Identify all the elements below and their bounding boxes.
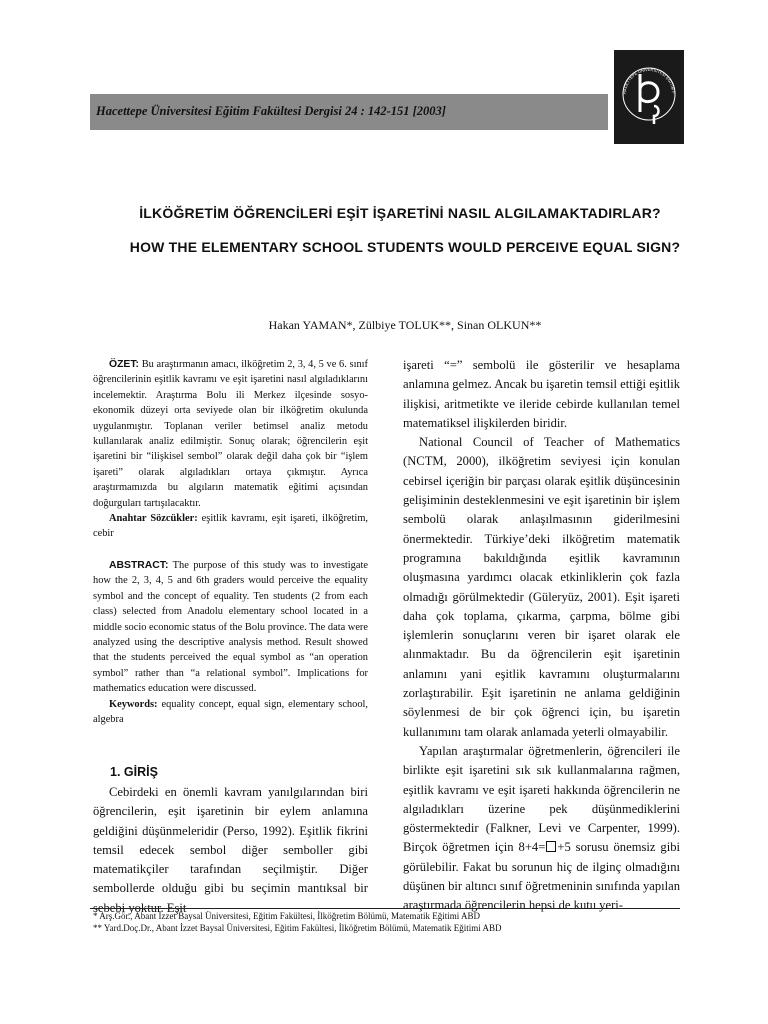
abstract-keywords-label: Keywords: [109,698,158,710]
footnotes [93,910,713,934]
right-paragraph-2: National Council of Teacher of Mathematics (NCTM, 2000), ilköğretim seviyesi için konulan cebirsel içeriğin bir parçası olarak eşitlik düşüncesinin gelişiminin desteklenmesini ve eşit işaretinin bir işlem sembolü olarak anlaşılmasının giderilmesini önermektedir. Türkiye’deki ilköğretim matematik programına bakıldığında eşitlik kavramının oluşmasına yardımcı olacak etkinliklerin çok fazla olmadığı görülmektedir (Güleryüz, 2001). Eşit işareti daha çok toplama, çıkarma, çarpma, bölme gibi işlemlerin sonuçlarını veren bir işaret olarak ele alınmaktadır. Bu da öğrencilerin eşit işaretinin anlamını yani eşitlik kavramını oluşturmalarını zorlaştırabilir. Eşit işaretinin ne anlama geldiğinin söylenmesi de bir çok öğrenci için, bu işaretin kullanımını tam olarak anlamada yeterli olmayabilir. [403,435,680,739]
abstract-text: The purpose of this study was to investigate how the 2, 3, 4, 5 and 6th graders would perceive the equality symbol and the concept of equality. Ten students (2 from each class) selected from Anadolu elementary school located in a middle socio economic status of the Bolu province. The data were analyzed using the descriptive analysis method. Result showed that the students perceived the equal symbol as “an operation symbol” rather than “a relational symbol”. Implications for mathematics education were discussed. [93,560,368,695]
section-heading: 1. GİRİŞ [110,765,158,779]
ozet-text: Bu araştırmanın amacı, ilköğretim 2, 3, 4, 5 ve 6. sınıf öğrencilerinin eşitlik kavramı ve eşit işaretini nasıl algıladıklarını incelemektir. Araştırma Bolu ili Merkez ilçesinde sosyo-ekonomik düzeyi orta seviyede olan bir ilköğretim okulunda uygulanmıştır. Toplanan veriler betimsel analiz metodu kullanılarak analiz edilmiştir. Sonuç olarak; öğrencilerin eşit işaretini bir “ilişkisel sembol” olarak değil daha çok bir “işlem işareti” olarak algıladıkları ortaya çıkmıştır. Ayrıca araştırmamızda bu algıların matematik eğitimi açısından doğurguları tartışılacaktır. [93,359,369,509]
intro-paragraph [93,783,368,918]
ozet-keywords: eşitlik kavramı, eşit işareti, ilköğretim, cebir [93,513,368,540]
right-paragraph-3 [403,742,680,916]
paper-title-english: HOW THE ELEMENTARY SCHOOL STUDENTS WOULD PERCEIVE EQUAL SIGN? [129,239,681,255]
ozet-keywords-label: Anahtar Sözcükler: [109,513,198,525]
right-column [403,356,680,916]
footnote-2: ** Yard.Doç.Dr., Abant İzzet Baysal Üniversitesi, Eğitim Fakültesi, İlköğretim Bölümü, Matematik Eğitimi ABD [93,923,502,933]
right-paragraph-3a: Yapılan araştırmalar öğretmenlerin, öğrencileri ile birlikte eşit işaretini sık sık kullanmalarına rağmen, eşitlik kavramı ve eşit işareti hakkında öğrencilerin ne algıladıkları üzerine pek düşünmediklerini göstermektedir (Falkner, Levi ve Carpenter, 1999). Birçok öğretmen için 8+4= [403,743,680,855]
intro-text: Cebirdeki en önemli kavram yanılgılarından biri öğrencilerin, eşit işaretinin bir eylem anlamına geldiğini düşünmeleridir (Perso, 1992). Eşitlik fikrini temsil edecek sembol diğer semboller gibi matematikçiler tarafından seçilmiştir. Diğer sembollerde olduğu gibi bu seçimin mantıksal bir sebebi yoktur. Eşit [93,785,368,915]
abstract-block [93,558,368,727]
footnote-divider [90,908,680,909]
abstract-keywords: equality concept, equal sign, elementary school, algebra [93,698,368,726]
paper-title-turkish: İLKÖĞRETİM ÖĞRENCİLERİ EŞİT İŞARETİNİ NASIL ALGILAMAKTADIRLAR? [139,205,661,221]
faculty-logo [614,50,684,144]
abstract-label: ABSTRACT: [109,560,169,571]
empty-box-icon [546,841,556,852]
ozet-label: ÖZET: [109,359,140,370]
right-paragraph-3b: +5 sorusu önemsiz gibi görülebilir. Fakat bu sorunun hiç de ilginç olmadığını düşünen bir altıncı sınıf öğretmeninin sınıfında yapılan araştırmada öğrencilerin hepsi de kutu yeri- [403,840,681,913]
ozet-block [93,357,368,542]
authors: Hakan YAMAN*, Zülbiye TOLUK**, Sinan OLKUN** [268,318,542,332]
footnote-1: * Arş.Gör., Abant İzzet Baysal Üniversitesi, Eğitim Fakültesi, İlköğretim Bölümü, Matematik Eğitimi ABD [93,911,480,921]
right-paragraph-1: işareti “=” sembolü ile gösterilir ve hesaplama anlamına gelmez. Ancak bu işaretin temsil ettiği eşitlik ilişkisi, aritmetikte ve ileride cebirde kullanılan temel matematiksel ilişkilerden biridir. [403,358,680,430]
logo-text: HACETTEPE ÜNİVERSİTESİ EĞİTİM F [621,66,677,95]
journal-citation: Hacettepe Üniversitesi Eğitim Fakültesi Dergisi 24 : 142-151 [2003] [96,104,446,118]
